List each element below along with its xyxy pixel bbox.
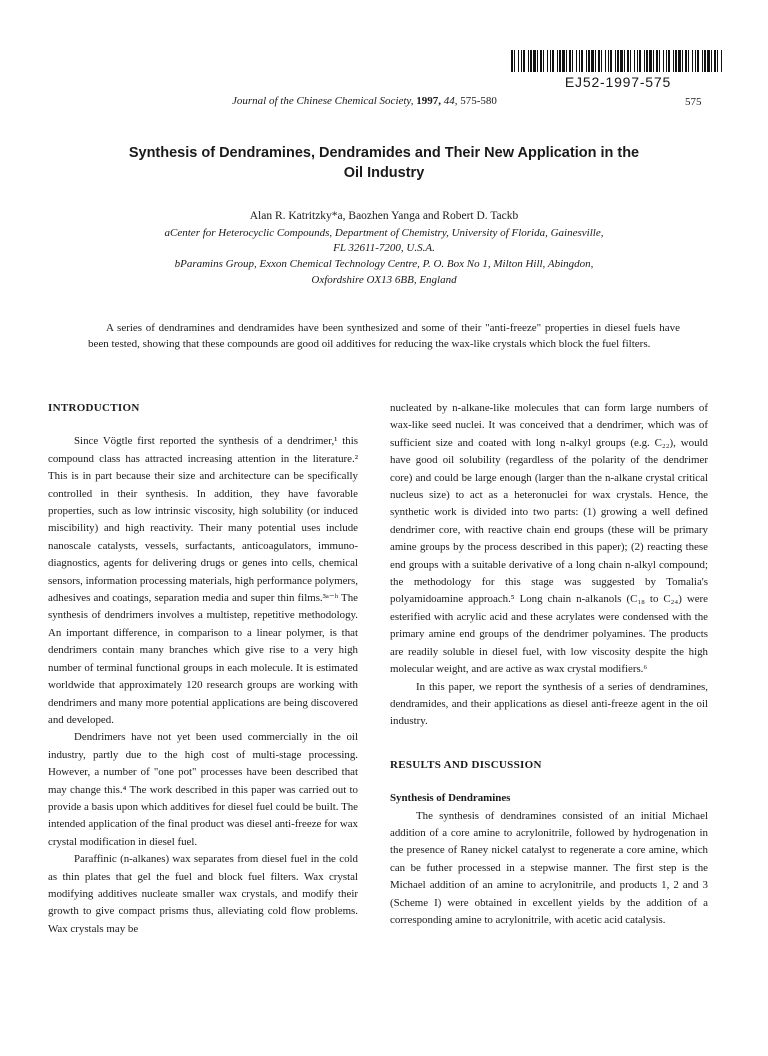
dendramines-subheading: Synthesis of Dendramines bbox=[390, 792, 511, 805]
abstract bbox=[88, 320, 680, 352]
right-column bbox=[390, 400, 708, 929]
results-paragraph-1: The synthesis of dendramines consisted of an initial Michael addition of a core amine to acrylonitrile, followed by hydrogenation in the presence of Raney nickel catalyst to regenerate a core amine, which can be futher processed in a stepwise manner. The first step is the Michael addition of an amine to acrylonitrile, and products 1, 2 and 3 (Scheme I) were obtained in excellent yields by the addition of a corresponding amine to acrylonitrile, with acetic acid catalysis. bbox=[390, 809, 708, 926]
intro-paragraph-3: Paraffinic (n-alkanes) wax separates from diesel fuel in the cold as thin plates that gel the fuel and block fuel filters. Wax crystal modifying additives nucleate smaller wax crystals, and modify their growth to give compact prisms thus, alleviating cold flow problems. Wax crystals may be bbox=[48, 853, 358, 935]
author-list: Alan R. Katritzky*a, Baozhen Yanga and Robert D. Tackb bbox=[249, 210, 519, 222]
journal-year: 1997, bbox=[416, 95, 441, 107]
introduction-heading: INTRODUCTION bbox=[48, 402, 140, 414]
document-id: EJ52-1997-575 bbox=[564, 74, 672, 90]
page-number: 575 bbox=[685, 96, 702, 108]
intro-paragraph-3-continued: nucleated by n-alkane-like molecules that can form large numbers of wax-like seed nuclei. It was conceived that a dendrimer, which was of sufficient size and coated with long n-alkyl groups (e.g. C₂₂), would have good oil solubility (regardless of the polarity of the dendrimer core) and could be large enough (larger than the n-alkane crystal critical nucleus size) to act as a heteronuclei for wax crystals. Hence, the synthetic work is divided into two parts: (1) growing a well defined dendrimer core, with reactive chain end groups (these will be primary amine groups by the process described in this paper); (2) reacting these end groups with a suitable derivative of a long chain n-alkyl compound; the methodology for this stage was suggested by Tomalia's polyamidoamine approach.⁵ Long chain n-alkanols (C₁₈ to C₂₄) were esterified with acrylic acid and these acrylates were condensed with the primary amine end groups of the dendrimer polyamines. The products are readily soluble in diesel fuel, with low viscosity despite the high molecular weight, and are active as wax crystal modifiers.⁶ bbox=[390, 402, 708, 676]
intro-paragraph-4: In this paper, we report the synthesis of a series of dendramines, dendramides, and their applications as diesel anti-freeze agent in the oil industry. bbox=[390, 680, 708, 728]
journal-pages: 575-580 bbox=[460, 95, 497, 107]
left-column bbox=[48, 400, 358, 938]
affiliation-b-line-2: Oxfordshire OX13 6BB, England bbox=[311, 274, 457, 286]
paper-title-line-2: Oil Industry bbox=[343, 165, 425, 181]
abstract-text: A series of dendramines and dendramides have been synthesized and some of their "anti-freeze" properties in diesel fuels have been tested, showing that these compounds are good oil additives for reducing the wax-like crystals which block the fuel filters. bbox=[88, 322, 680, 350]
journal-name: Journal of the Chinese Chemical Society, bbox=[232, 95, 414, 107]
journal-volume: 44, bbox=[443, 95, 458, 107]
journal-citation bbox=[232, 95, 497, 107]
affiliation-a-line-1: aCenter for Heterocyclic Compounds, Department of Chemistry, University of Florida, Gainesville, bbox=[164, 227, 604, 239]
barcode bbox=[511, 50, 723, 72]
results-heading: RESULTS AND DISCUSSION bbox=[390, 758, 542, 771]
paper-title-line-1: Synthesis of Dendramines, Dendramides and Their New Application in the bbox=[128, 145, 640, 161]
intro-paragraph-1: Since Vögtle first reported the synthesis of a dendrimer,¹ this compound class has attracted increasing attention in the literature.² This is in part because their size and architecture can be specifically controlled in their synthesis. In addition, they have favorable properties, such as low intrinsic viscosity, high solubility (or induced miscibility) and high reactivity. Their many potential uses include nanoscale catalysts, vessels, surfactants, anticoagulators, immuno-diagnostics, agents for delivering drugs or genes into cells, chemical sensors, information processing materials, high performance polymers, adhesives and coatings, separation media and super thin films.³ᵃ⁻ʰ The synthesis of dendrimers involves a multistep, repetitive methodology. An important difference, in comparison to a linear polymer, is that dendrimers contain many branches which give rise to a very high number of terminal functional groups in each molecule. It is estimated worldwide that approximately 120 research groups are working with dendrimers and many more potential applications are being discovered and developed. bbox=[48, 435, 358, 726]
intro-paragraph-2: Dendrimers have not yet been used commercially in the oil industry, partly due to the high cost of multi-stage processing. However, a number of "one pot" processes have been described that may change this.⁴ The work described in this paper was carried out to provide a basis upon which additives for diesel fuel could be built. The intended application of the final product was diesel anti-freeze for wax crystal modification in diesel fuel. bbox=[48, 731, 358, 848]
affiliation-a-line-2: FL 32611-7200, U.S.A. bbox=[333, 242, 435, 254]
affiliation-b-line-1: bParamins Group, Exxon Chemical Technology Centre, P. O. Box No 1, Milton Hill, Abingdon, bbox=[174, 258, 594, 270]
